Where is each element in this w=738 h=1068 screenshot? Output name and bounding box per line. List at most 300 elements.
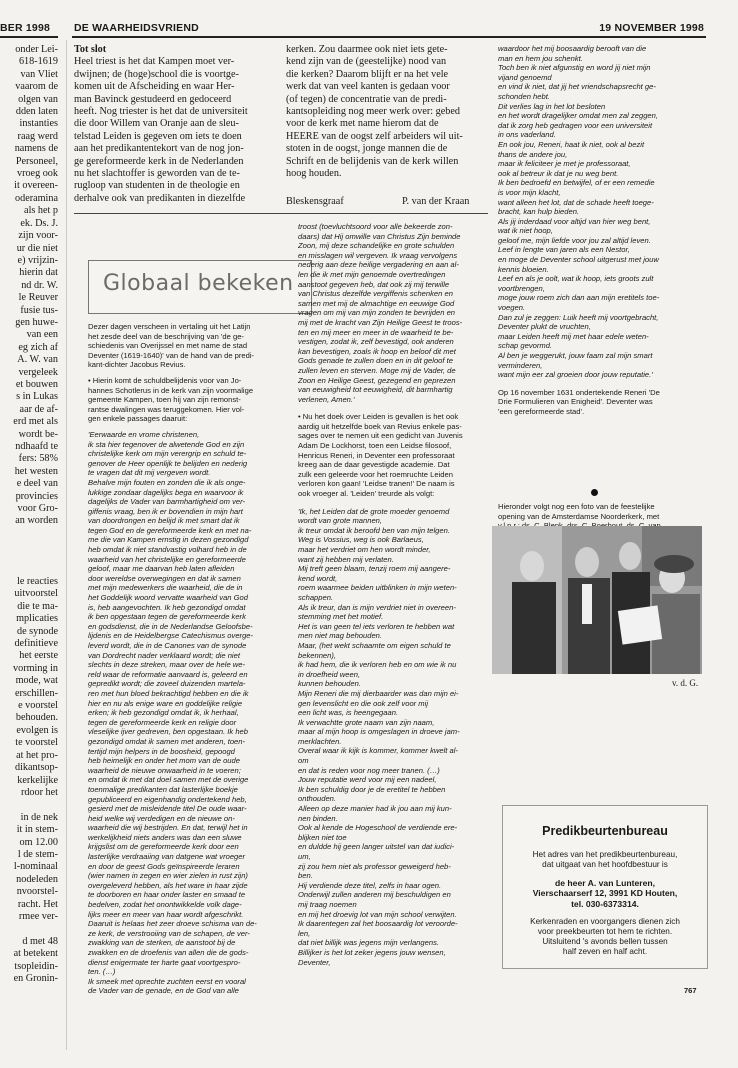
poem-line: Het is van geen tel iets verloren te hebben wat — [298, 621, 455, 631]
fragment-line: fusie tus- — [20, 304, 58, 316]
quote-line: ik sta hier tegenover de alwetende God en zijn — [88, 439, 245, 449]
quote-line: toenmalige predikanten dat lasterlijke boekje — [88, 784, 238, 794]
poem-line: Leef en als je oolt, wat ik hoop, iets groots zult — [498, 274, 654, 284]
poem-line: kennis bloeien. — [498, 264, 549, 274]
poem-line: een licht was, is heengegaan. — [298, 708, 399, 718]
poem-line: Deventer plukt de vruchten, — [498, 322, 591, 332]
signature-name: P. van der Kraan — [402, 196, 470, 207]
poem-line: waardoor het mij boosaardig berooft van die — [498, 44, 647, 53]
poem-line: Onderwijl zullen anderen mij beschuldigen en — [298, 890, 451, 900]
quote-line: vleselijke ijver gedreven, ben opgestaan. Ik heb — [88, 727, 248, 737]
page-number: 767 — [684, 986, 697, 995]
quote-line: (wier namen in zegen en wier zielen in rust zijn) — [88, 871, 248, 881]
fragment-line — [0, 923, 58, 935]
fragment-line: aar de af- — [19, 403, 58, 415]
poem-line: Als jij inderdaad voor altijd van hier weg bent, — [498, 216, 651, 226]
poem-line: en dat is reden voor nog meer tranen. (…) — [298, 765, 440, 775]
quote-line: is, heb aangevochten. Ik heb gezondigd omdat — [88, 602, 246, 612]
fragment-line: vorming in — [13, 662, 58, 674]
poem-line: Billijker is het lot zeker jegens jouw wensen, — [298, 947, 446, 957]
poem-line: dat ik zorg heb gedragen voor een universiteit — [498, 120, 653, 130]
poem-line: om — [298, 756, 309, 766]
quote-line: ren met hun bloed bekrachtigd hebben en die ik — [88, 688, 249, 698]
fragment-line: eg zich af — [18, 341, 58, 353]
predikbeurtenbureau-instructions — [503, 917, 707, 957]
text-line: derhalve ook van predikanten in diezelfde — [74, 192, 246, 204]
fragment-line: om 12.00 — [19, 836, 58, 848]
poem-line: wordt van grote mannen, — [298, 516, 383, 526]
quote-line: en godsdienst, die in de Nederlandse Geloofsbe- — [88, 621, 253, 631]
fragment-line: provincies — [15, 490, 58, 502]
text-line: verloren kon gaan! 'Leidse tranen!' De naam is — [298, 479, 455, 489]
address-line: tel. 030-6373314. — [571, 898, 639, 909]
predikbeurtenbureau-title: Predikbeurtenbureau — [542, 824, 668, 838]
text-line: die door Willem van Oranje aan de sleu- — [74, 118, 239, 130]
leiden-poem-continued — [498, 44, 706, 380]
quote-line: lukkige zondaar dagelijks bega en waarvoor ik — [88, 487, 244, 497]
poem-line: gen levenslicht en die ook zelf voor mij — [298, 698, 429, 708]
text-line: aan het predikantentekort van de nog jon- — [74, 143, 244, 155]
fragment-line: in de nek — [20, 811, 58, 823]
fragment-line: vaarom de — [15, 81, 58, 93]
quote-line: dienst enigermate ter harte gaat voortgespro- — [88, 957, 241, 967]
fragment-line: rdoor het — [20, 786, 58, 798]
poem-line: En ook jou, Reneri, haat ik niet, ook al bezit — [498, 139, 645, 149]
quote-line: gesierd met de misleidende titel De oude waar- — [88, 804, 247, 814]
fragment-line: van Vliet — [20, 68, 58, 80]
poem-line: merklachten. — [298, 736, 342, 746]
text-line: kantsopleiding nog meer werk over: gebed — [286, 106, 460, 118]
tot-slot-continued — [286, 44, 488, 194]
poem-line: en duldde hij geen langer uitstel van dat iudici- — [298, 842, 455, 852]
poem-line: geloof me, mijn liefde voor jou zal altijd leven. — [498, 235, 651, 245]
gutter-divider — [66, 40, 67, 1050]
quote-line: reld waar de reformatie aanvaard is, geleerd en — [88, 669, 248, 679]
text-line: aardig uit hetzelfde boek van Revius enkele pas- — [298, 421, 462, 431]
poem-line: Ook al kende de Hogeschool de verdiende ere- — [298, 823, 458, 833]
poem-line: en het wordt dragelijker omdat men zal zeggen, — [498, 111, 658, 121]
text-line: hannes Schotlerus in de kerk van zijn voormalige — [88, 385, 254, 395]
quote-line: zwakking van de sterken, de aanstoot bij de — [88, 938, 236, 948]
globaal-bekeken-title: Globaal bekeken — [103, 271, 294, 296]
quote-line: me die van Kampen ernstig in dezen gezondigd — [88, 535, 249, 545]
text-line: ook vroeger al. 'Leiden' treurde als volgt: — [298, 489, 435, 499]
quote-line: overgeleverd hebben, als het ware in haar zijde — [88, 880, 248, 890]
fragment-line: als het p — [24, 205, 58, 217]
fragment-line: nodeleden — [16, 873, 58, 885]
box-line: Het adres van het predikbeurtenbureau, — [532, 850, 678, 859]
quote-line: dagelijks de Vader van barmhartigheid om ver- — [88, 497, 246, 507]
globaal-intro — [88, 322, 284, 370]
poem-line: want mijn eer zal groeien door jouw reputatie.' — [498, 370, 653, 380]
poem-line: in droefheid ween, — [298, 669, 361, 679]
poem-line: want alleen het lot, dat de schade heeft toege- — [498, 197, 654, 207]
poem-line: Ik daarentegen zal het boosaardig lot veroorde- — [298, 919, 458, 929]
text-line: die kerken? Daarom blijft er na het vele — [286, 68, 449, 80]
quote-line: en misslagen wil vergeven. Ik vraag vervolgens — [298, 250, 458, 260]
poem-line: Mij treft geen blaam, tenzij roem mij aangere- — [298, 564, 451, 574]
quote-line: zullen leven en sterven. Moge mij de Vader, de — [298, 365, 456, 375]
box-line: dat uitgaat van het hoofdbestuur is — [542, 860, 668, 869]
quote-line: tertijd mijn helpers in de boosheid, gepoogd — [88, 746, 235, 756]
fragment-line: an worden — [15, 515, 58, 527]
fragment-line: le reacties — [16, 576, 58, 587]
poem-line: 'Ik, het Leiden dat de grote moeder genoemd — [298, 506, 450, 516]
fragment-line: 618-1619 — [18, 56, 58, 68]
box-line: Uitsluitend 's avonds bellen tussen — [542, 937, 668, 947]
quote-line: waarheid de nieuwe onwaarheid in te voeren; — [88, 765, 241, 775]
quote-line: en omdat ik met dat doel samen met de overige — [88, 775, 249, 785]
text-line: voor de kerk met name hierom dat de — [286, 118, 439, 130]
poem-line: en moge de Deventer school uitgerust met jouw — [498, 255, 659, 265]
box-line: half zeven en half acht. — [562, 947, 648, 957]
quote-line: lasterlijke verdraaiing van datgene wat vroeger — [88, 852, 246, 862]
quote-line: te doorboren en haar onder laster en smaad te — [88, 890, 246, 900]
fragment-line: vergeleek — [18, 366, 58, 378]
text-line: gen enkele passages daaruit: — [88, 414, 188, 424]
poem-line: want zij hebben mij verlaten. — [298, 554, 394, 564]
poem-line: bekennen), — [298, 650, 336, 660]
fragment-line: het westen — [14, 465, 58, 477]
globaal-paragraph-2 — [88, 376, 284, 424]
text-line: 'een gereformeerde stad'. — [498, 406, 585, 416]
date-header: 19 NOVEMBER 1998 — [599, 22, 704, 34]
poem-line: dat niet billijk was jegens mijn verlangens. — [298, 938, 439, 948]
poem-line: Deventer, — [298, 957, 331, 967]
article-end-rule — [74, 213, 488, 214]
text-line: HEERE van de oogst zelf arbeiders wil uit- — [286, 130, 463, 142]
fragment-line: onder Lei- — [15, 44, 58, 55]
poem-line: in ons vaderland. — [498, 130, 556, 140]
fragment-line: definitieve — [14, 638, 58, 650]
fragment-line: nvoorstel- — [16, 886, 58, 898]
poem-line: Alleen op deze manier had ik jou aan mij kun- — [298, 804, 452, 814]
quote-line: van Christus dezelfde vergiffenis schenken en — [298, 289, 453, 299]
header-rule — [72, 36, 706, 38]
text-line: Dezer dagen verscheen in vertaling uit het Latijn — [88, 322, 251, 331]
fragment-line: l de stem- — [17, 848, 58, 860]
poem-line: wat ik niet hoop, — [498, 226, 553, 236]
poem-line: zij zou hem niet als professor geweigerd heb- — [298, 861, 451, 871]
quote-line: ten en mij meer en meer in de waarheid te be- — [298, 327, 454, 337]
quote-line: te vragen dat dit mij vergeven wordt. — [88, 468, 211, 478]
box-line: voor preekbeurten tot hem te richten. — [537, 927, 673, 937]
text-line: Schrift en de belijdenis van de kerk willen — [286, 155, 459, 167]
fragment-line: zijn voor- — [18, 230, 58, 242]
fragment-line: en Gronin- — [13, 973, 58, 984]
poem-line: Ik ben schuldig door je de eretitel te hebben — [298, 784, 446, 794]
fragment-line: e voorstel — [18, 700, 58, 712]
text-line: Henricus Reneri, in Deventer een professoraat — [298, 450, 455, 460]
quote-line: met mijn medewerkers die waarheid, die de in — [88, 583, 243, 593]
text-line: man Bavinck gestudeerd en gedoceerd — [74, 93, 232, 105]
quote-line: van doordrongen en belijd ik met smart dat ik — [88, 516, 240, 526]
quote-line: gezondigd omdat ik samen met anderen, toen- — [88, 736, 246, 746]
box-line: Kerkenraden en voorgangers dienen zich — [530, 917, 680, 927]
text-line: rugloop van studenten in de theologie en — [74, 180, 240, 192]
left-fragment-column-a — [0, 44, 58, 564]
quote-line: gepredikt wordt; die zoveel duizenden martela- — [88, 679, 246, 689]
fragment-line: raag werd — [17, 130, 58, 142]
text-line: rantse dwalingen was teruggekomen. Hier vol- — [88, 404, 245, 414]
poem-line: verminderen, — [498, 360, 543, 370]
poem-line: kunnen behouden. — [298, 679, 361, 689]
poem-line: schonden hebt. — [498, 91, 550, 101]
quote-line: lijks meer en meer van haar wordt afgeschrikt. — [88, 909, 244, 919]
fragment-line: dikantsop- — [14, 762, 58, 774]
fragment-line: namens de — [14, 143, 58, 155]
poem-line: Dan zul je zeggen: Luik heeft mij voortgebracht, — [498, 312, 659, 322]
quote-line: slechts in deze streken, maar over de hele we- — [88, 660, 246, 670]
publication-header: DE WAARHEIDSVRIEND — [74, 22, 199, 34]
quote-line: lijdenis en de Heidelbergse Catechismus overge- — [88, 631, 254, 641]
quote-line: van Dordrecht nader verklaard wordt; die niet — [88, 650, 240, 660]
poem-line: Toch ben ik niet afgunstig en word jij niet mijn — [498, 63, 651, 73]
quote-line: nederig aan deze heilige vergadering en aan al- — [298, 260, 459, 270]
quote-line: ze kerk, de verstrooiing van de schapen, de ver- — [88, 928, 250, 938]
address-line: de heer A. van Lunteren, — [555, 878, 655, 888]
photo-image-icon — [492, 526, 702, 674]
quote-line: genover de Heer openlijk te belijden en nederig — [88, 458, 248, 468]
text-line: schiedenis van Overijssel en met name de stad — [88, 341, 248, 351]
fragment-line: l-nominaal — [13, 861, 58, 873]
text-line: telstad Leiden is gegeven om iets te doen — [74, 130, 242, 142]
section-bullet-icon — [591, 489, 598, 496]
poem-line: bracht, kan hulp bieden. — [498, 207, 580, 217]
quote-line: Zoon en Heilige Geest, gezegend en geprezen — [298, 375, 456, 385]
quote-line: christelijke kerk om mijn verergrip en schuld te- — [88, 449, 247, 459]
text-line: • Hierin komt de schuldbelijdenis voor van Jo- — [88, 375, 242, 385]
quote-line: mij met de kracht van Zijn Heilige Geest te troos- — [298, 317, 463, 327]
fragment-line: de synode — [16, 625, 58, 637]
caption-line: opening van de Amsterdamse Noorderkerk, met — [498, 511, 660, 521]
quote-line: door wereldse overwegingen en dat ik samen — [88, 573, 241, 583]
quote-line: aanstoot gegeven heb, dat ook zij mij terwille — [298, 279, 450, 289]
quote-line: zwakken en de droefenis van allen die de gods- — [88, 948, 249, 957]
fragment-line: fers: 58% — [18, 453, 58, 465]
text-line: dwijnen; de (hoge)school die is voortge- — [74, 68, 239, 80]
poem-line: Maar, (het wekt schaamte om eigen schuld te — [298, 640, 451, 650]
predikbeurtenbureau-box — [502, 805, 708, 969]
poem-line: ik had hem, die ik verloren heb en om wie ik nu — [298, 660, 457, 670]
text-line: kant-dichter Jacobus Revius. — [88, 360, 186, 370]
poem-line: Ik ben bedroefd en betwijfel, of er een remedie — [498, 178, 655, 188]
poem-line: Weg is Vossius, weg is ook Barlaeus, — [298, 535, 424, 545]
text-line: sages over te nemen uit een gedicht van Juvenis — [298, 431, 463, 441]
poem-line: ik treur omdat ik beroofd ben van mijn telgen. — [298, 525, 450, 535]
quote-line: en door de geest Gods geïnspireerde leraren — [88, 861, 240, 871]
quote-line: krijgslist om de gereformeerde kerk door een — [88, 842, 239, 852]
text-line: Drie Formulieren van Enigheid'. Deventer was — [498, 397, 653, 407]
fragment-line: die te ma- — [17, 600, 58, 612]
poem-line: len, — [298, 928, 311, 938]
reneri-paragraph — [498, 388, 706, 417]
fragment-line: s in Lukas — [16, 391, 58, 403]
quote-line: bedelven, zodat het onontwikkelde volk dage- — [88, 900, 242, 910]
quote-line: heb omdat ik niet standvastig volhard heb in de — [88, 545, 247, 555]
poem-line: maar Leiden heeft mij met haar edele weten- — [498, 331, 649, 341]
leiden-poem — [298, 507, 488, 968]
fragment-line: ur die niet — [16, 242, 58, 254]
poem-line: nen binden. — [298, 813, 338, 823]
text-line: kend zijn van de (geestelijke) nood van — [286, 56, 447, 68]
text-line: kerken. Zou daarmee ook niet iets gete- — [286, 44, 448, 55]
quote-line: van eeuwigheid tot eeuwigheid, dit barmhartig — [298, 385, 453, 395]
fragment-line — [0, 799, 58, 811]
text-line: stoten in de oogst, jonge mannen die de — [286, 143, 448, 155]
text-line: nu het slachtoffer is geworden van de te- — [74, 168, 240, 180]
poem-line: blijken niet toe — [298, 832, 347, 842]
text-line: hoog houden. — [286, 168, 342, 180]
quote-line: troost (toevluchtsoord voor alle bekeerde zon- — [298, 222, 453, 231]
poem-line: voegen. — [498, 303, 526, 313]
fragment-line: A. W. van — [17, 354, 58, 366]
fragment-line: het eerste — [19, 650, 58, 662]
fragment-line: gen huwe- — [15, 316, 58, 328]
fragment-line: evolgen is — [16, 724, 58, 736]
poem-line: Leef in lengte van jaren als een Nestor, — [498, 245, 630, 255]
text-line: • Nu het doek over Leiden is gevallen is het ook — [298, 412, 459, 422]
fragment-line: at betekent — [13, 948, 58, 960]
fragment-line: oderamina — [15, 192, 58, 204]
quote-line: verlenen, Amen.' — [298, 394, 355, 404]
quote-line: tegen de gereformeerde kerk en religie door — [88, 717, 237, 727]
quote-line: vragen om mij van mijn zonden te bevrijden en — [298, 308, 456, 318]
poem-line: maar het verdriet om hen wordt minder, — [298, 545, 431, 554]
address-line: Vierschaarserf 12, 3991 KD Houten, — [532, 888, 678, 899]
fragment-line: racht. Het — [17, 898, 58, 910]
poem-line: mij traag noemen — [298, 899, 357, 909]
poem-line: Hij verdiende deze titel, zelfs in haar ogen. — [298, 880, 442, 890]
tot-slot-body — [74, 56, 274, 205]
fragment-line: ndhaafd te — [15, 441, 58, 452]
text-line: het zesde deel van de beschrijving van 'de ge- — [88, 331, 244, 341]
quote-line: erken; ik heb gezondigd omdat ik, ik herhaal, — [88, 708, 239, 718]
predikbeurtenbureau-intro — [503, 850, 707, 870]
caption-line: Hieronder volgt nog een foto van de feestelijke — [498, 502, 655, 511]
poem-line: voortbrengen, — [498, 283, 545, 293]
poem-line: moge jouw roem zich dan aan mijn eretitels toe- — [498, 293, 660, 303]
left-header-rule — [0, 36, 58, 38]
quote-line: Gods genade te zullen doen en in dit geloof te — [298, 356, 453, 366]
fragment-line: van een — [26, 329, 58, 341]
fragment-line: at het pro- — [16, 749, 58, 761]
poem-line: maar al mijn hoop is omgeslagen in droeve jam- — [298, 727, 460, 737]
fragment-line: mode, wat — [15, 675, 58, 687]
fragment-line: wordt be- — [18, 428, 58, 440]
left-page-header: BER 1998 — [0, 22, 51, 34]
quote-line: heid welke wij verdedigen en de nieuwe on- — [88, 813, 235, 823]
poem-line: vijand genoemd — [498, 72, 552, 82]
poem-line: Ik verwachtte grote naam van zijn naam, — [298, 717, 435, 727]
poem-line: men niet mag behouden. — [298, 631, 383, 641]
poem-line: Al ben je weggerukt, jouw faam zal mijn smart — [498, 351, 653, 360]
signature-place: Bleskensgraaf — [286, 196, 344, 207]
quote-line: Zoon, mij deze schandelijke en grote schulden — [298, 241, 455, 251]
quote-line: het Goddelijk woord vervatte waarheid van God — [88, 593, 248, 603]
right-column — [498, 44, 706, 484]
fragment-line: Personeel, — [15, 155, 58, 167]
quote-line: 'Eerwaarde en vrome christenen, — [88, 429, 200, 439]
quote-line: de Vader van de genade, en de God van alle — [88, 986, 239, 996]
poem-line: kend wordt, — [298, 573, 338, 583]
text-line: Deventer (1619-1640)' van de hand van de predi- — [88, 350, 255, 360]
fragment-line: kerkelijke — [17, 774, 58, 786]
quote-line: giffenis vraag, ben ik er bovendien in mijn hart — [88, 506, 243, 516]
fragment-line: behouden. — [15, 712, 58, 724]
fragment-line: rmee ver- — [18, 910, 58, 922]
poem-line: ook al betreur ik dat je nu weg bent. — [498, 168, 619, 178]
confession-quote — [88, 430, 284, 996]
poem-line: Als ik treur, dan is mijn verdriet niet in overeen- — [298, 602, 456, 612]
quote-line: geloof, maar me daarvan heb laten afleiden — [88, 564, 235, 574]
quote-line: vestigen, zodat ik, zelf bevestigd, ook anderen — [298, 337, 454, 347]
fragment-line: erd met als — [13, 416, 58, 428]
fragment-line: vroeg ook — [16, 168, 58, 180]
fragment-line: instanties — [19, 118, 58, 130]
leiden-paragraph — [298, 412, 488, 498]
fragment-line: hierin dat — [19, 267, 58, 279]
fragment-line: it overeen- — [14, 180, 58, 192]
predikbeurtenbureau-address — [503, 878, 707, 909]
poem-line: roem waarmee beiden uitblinken in mijn weten- — [298, 583, 457, 593]
text-line: Heel triest is het dat Kampen moet ver- — [74, 56, 235, 68]
tot-slot-continued-body — [286, 44, 488, 180]
fragment-line: nd dr. W. — [21, 279, 58, 291]
left-fragment-column-b — [0, 576, 58, 1006]
fragment-line: e) vrijzin- — [17, 254, 58, 266]
quote-line: daars) dat Hij omwille van Christus Zijn beminde — [298, 231, 461, 241]
tot-slot-article — [74, 44, 274, 214]
text-line: Adam De Lockhorst, toen een Leidse filosoof, — [298, 441, 452, 451]
quote-line: len die ik met mijn genoemde overtredingen — [298, 269, 446, 279]
poem-line: Jouw reputatie werd voor mij een nadeel, — [298, 775, 437, 785]
fragment-line: olgen van — [18, 93, 58, 105]
poem-line: is voor mijn klacht, — [498, 187, 561, 197]
text-line: Op 16 november 1631 ondertekende Reneri 'De — [498, 387, 660, 397]
poem-line: schap gevormd. — [498, 341, 553, 351]
poem-line: stemming met het motief. — [298, 612, 384, 622]
poem-line: um, — [298, 852, 311, 861]
quote-line: gepubliceerd en eigenhandig ondertekend heb, — [88, 794, 247, 804]
fragment-line: te voorstel — [15, 737, 58, 749]
quote-line: Ik smeek met oprechte zuchten eerst en vooral — [88, 976, 246, 986]
text-line: (of tegen) de concentratie van de predi- — [286, 93, 447, 105]
text-line: werk dat van veel kanten is gedaan voor — [286, 81, 450, 93]
text-line: ge gereformeerde kerk in de Nederlanden — [74, 155, 244, 167]
text-line: komen uit de Afscheiding en waar Her- — [74, 81, 235, 93]
noorderkerk-opening-photo — [492, 526, 702, 674]
fragment-line: mplicaties — [16, 613, 58, 625]
globaal-middle-column — [298, 222, 488, 1022]
quote-line: tegen God en de gereformeerde kerk en met na- — [88, 525, 252, 535]
text-line: kreeg aan de daar gevestigde academie. Dat — [298, 460, 450, 470]
fragment-line: dden laten — [15, 106, 58, 118]
confession-quote-continued — [298, 222, 488, 404]
poem-line: maar ik feliciteer je met je professoraat, — [498, 159, 631, 169]
quote-line: kan bevestigen, zoals ik hoop en beloof dit met — [298, 346, 456, 356]
quote-line: werkelijkheid niets anders was dan een sluwe — [88, 832, 242, 842]
poem-line: en vind ik niet, dat jij het vriendschapsrecht ge- — [498, 82, 656, 92]
poem-line: thans de andere jou, — [498, 149, 568, 159]
quote-line: ten. (…) — [88, 967, 116, 977]
text-line: heeft. Nog triester is het dat de universiteit — [74, 106, 248, 118]
quote-line: Behalve mijn fouten en zonden die ik als onge- — [88, 477, 246, 487]
photo-credit: v. d. G. — [672, 678, 699, 688]
poem-line: Overal waar ik kijk is kommer, kommer kwelt al- — [298, 746, 458, 756]
poem-line: ben. — [298, 871, 313, 881]
poem-line: schappen. — [298, 592, 334, 602]
